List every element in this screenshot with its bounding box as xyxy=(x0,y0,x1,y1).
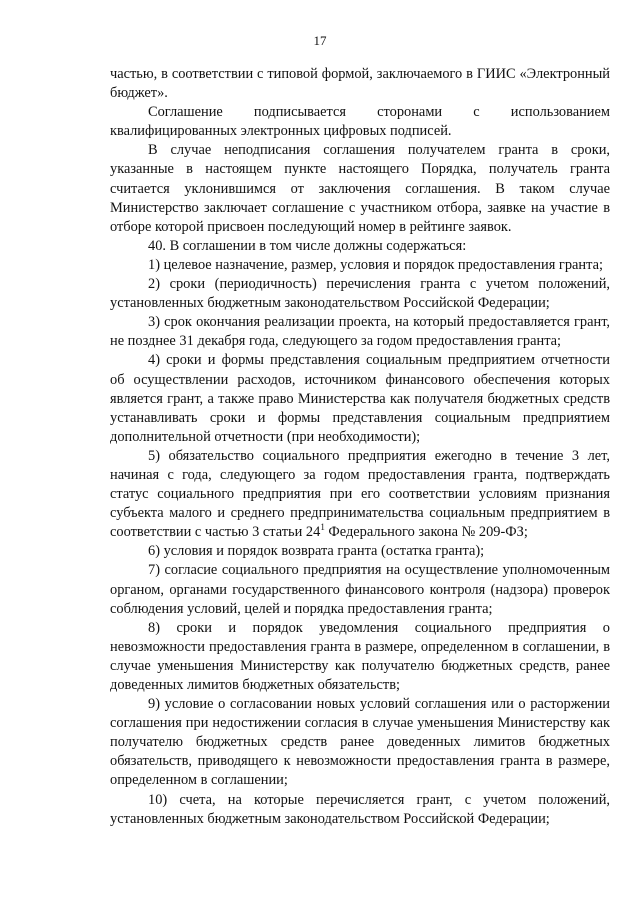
list-item-4: 4) сроки и формы представления социальным предприятием отчетности об осуществлении расходов, источником финансового обеспечения которых является грант, а также право Министерства как получателя бюджетных средств устанавливать сроки и формы представления социальным предприятием дополнительной отчетности (при необходимости); xyxy=(110,352,610,445)
paragraph-item-40-heading: 40. В соглашении в том числе должны содержаться: xyxy=(148,237,467,254)
article-superscript: 1 xyxy=(320,522,325,533)
list-item-5-text: 5) обязательство социального предприятия ежегодно в течение 3 лет, начиная с года, следующего за годом предоставления гранта, подтверждать статус социального предприятия при его соответствии условиям признания субъекта малого и среднего предпринимательства социальным предприятием в соответствии с частью 3 статьи 24 xyxy=(110,447,610,541)
document-body xyxy=(110,65,610,829)
list-item-1: 1) целевое назначение, размер, условия и порядок предоставления гранта; xyxy=(148,256,603,273)
page-number: 17 xyxy=(313,33,327,48)
list-item-10: 10) счета, на которые перечисляется грант, с учетом положений, установленных бюджетным законодательством Российской Федерации; xyxy=(110,791,610,827)
list-item-5 xyxy=(110,447,610,542)
paragraph-non-signing: В случае неподписания соглашения получателем гранта в сроки, указанные в настоящем пункте настоящего Порядка, получатель гранта считается уклонившимся от заключения соглашения. В таком случае Министерство заключает соглашение с участником отбора, заявке на участие в отборе которой присвоен последующий номер в рейтинге заявок. xyxy=(110,142,610,235)
list-item-8: 8) сроки и порядок уведомления социального предприятия о невозможности предоставления гранта в размере, определенном в соглашении, в случае уменьшения Министерству как получателю бюджетных средств, ранее доведенных лимитов бюджетных обязательств; xyxy=(110,619,610,693)
paragraph-continuation: частью, в соответствии с типовой формой, заключаемого в ГИИС «Электронный бюджет». xyxy=(110,66,610,102)
list-item-9: 9) условие о согласовании новых условий соглашения или о расторжении соглашения при недостижении согласия в случае уменьшения Министерству как получателю бюджетных средств ранее доведенных лимитов бюджетных обязательств, приводящего к невозможности предоставления гранта в размере, определенном в соглашении; xyxy=(110,696,610,789)
list-item-5-tail: Федерального закона № 209-ФЗ; xyxy=(324,524,528,541)
list-item-7: 7) согласие социального предприятия на осуществление уполномоченным органом, органами государственного финансового контроля (надзора) проверок соблюдения условий, целей и порядка предоставления гранта; xyxy=(110,562,610,617)
list-item-2: 2) сроки (периодичность) перечисления гранта с учетом положений, установленных бюджетным законодательством Российской Федерации; xyxy=(110,276,610,312)
list-item-3: 3) срок окончания реализации проекта, на который предоставляется грант, не позднее 31 декабря года, следующего за годом предоставления гранта; xyxy=(110,314,610,350)
list-item-6: 6) условия и порядок возврата гранта (остатка гранта); xyxy=(148,543,485,560)
paragraph-signing: Соглашение подписывается сторонами с использованием квалифицированных электронных цифровых подписей. xyxy=(110,104,610,140)
